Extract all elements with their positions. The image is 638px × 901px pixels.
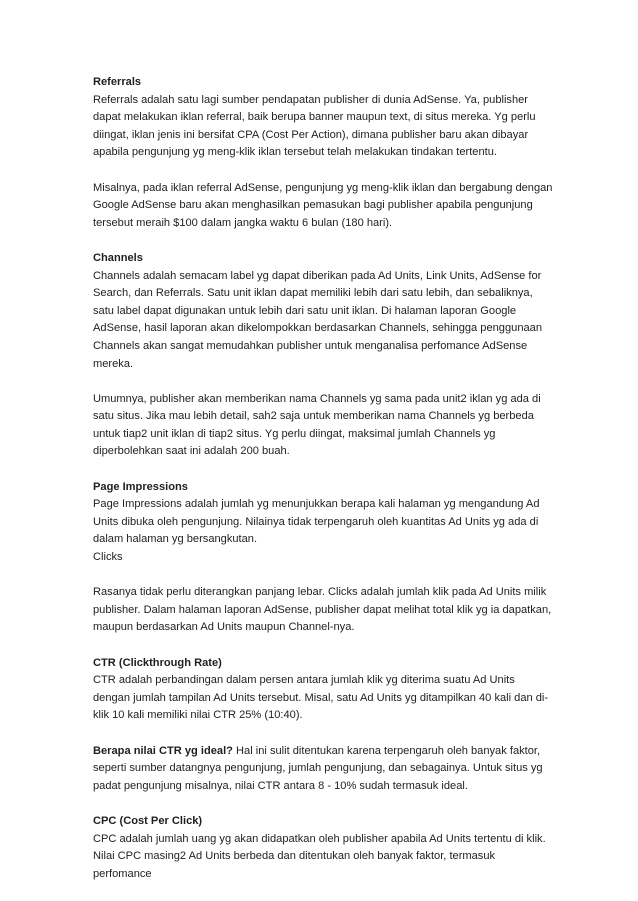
page-impressions-paragraph: Page Impressions adalah jumlah yg menunjukkan berapa kali halaman yg mengandung Ad Units dibuka oleh pengunjung. Nilainya tidak terpengaruh oleh kuantitas Ad Units yg ada di dalam halaman yg bersangkutan. [93, 498, 540, 546]
ctr-paragraph-1: CTR adalah perbandingan dalam persen antara jumlah klik yg diterima suatu Ad Units dengan jumlah tampilan Ad Units tersebut. Misal, satu Ad Units yg ditampilkan 40 kali dan di-klik 10 kali memiliki nilai CTR 25% (10:40). [93, 674, 549, 722]
clicks-paragraph: Rasanya tidak perlu diterangkan panjang lebar. Clicks adalah jumlah klik pada Ad Units milik publisher. Dalam halaman laporan AdSense, publisher dapat melihat total klik yg ia dapatkan, maupun berdasarkan Ad Units maupun Channel-nya. [93, 586, 552, 634]
referrals-section [93, 74, 553, 162]
referrals-paragraph-1: Referrals adalah satu lagi sumber pendapatan publisher di dunia AdSense. Ya, publisher dapat melakukan iklan referral, baik berupa banner maupun text, di situs mereka. Yg perlu diingat, iklan jenis ini bersifat CPA (Cost Per Action), dimana publisher baru akan dibayar apabila pengunjung yg meng-klik iklan tersebut telah melakukan tindakan tertentu. [93, 93, 536, 159]
channels-section [93, 250, 553, 373]
referrals-heading: Referrals [93, 76, 142, 88]
document-body [93, 74, 553, 901]
channels-paragraph-2: Umumnya, publisher akan memberikan nama Channels yg sama pada unit2 iklan yg ada di satu situs. Jika mau lebih detail, sah2 saja untuk memberikan nama Channels yg berbeda untuk tiap2 unit iklan di tiap2 situs. Yg perlu diingat, maksimal jumlah Channels yg diperbolehkan saat ini adalah 200 buah. [93, 392, 541, 458]
ctr-ideal-answer: Hal ini sulit ditentukan karena terpengaruh oleh banyak faktor, seperti sumber datangnya pengunjung, jumlah pengunjung, dan sebagainya. Untuk situs yg padat pengunjung misalnya, nilai CTR antara 8 - 10% sudah termasuk ideal. [93, 744, 543, 792]
cpc-paragraph-1: CPC adalah jumlah uang yg akan didapatkan oleh publisher apabila Ad Units tertentu di klik. Nilai CPC masing2 Ad Units berbeda dan ditentukan oleh banyak faktor, termasuk perfomance [93, 832, 546, 880]
referrals-paragraph-2: Misalnya, pada iklan referral AdSense, pengunjung yg meng-klik iklan dan bergabung dengan Google AdSense baru akan menghasilkan pemasukan bagi publisher apabila pengunjung tersebut meraih $100 dalam jangka waktu 6 bulan (180 hari). [93, 181, 553, 229]
ctr-ideal-paragraph [93, 743, 553, 796]
ctr-heading: CTR (Clickthrough Rate) [93, 656, 222, 669]
channels-paragraph-1: Channels adalah semacam label yg dapat diberikan pada Ad Units, Link Units, AdSense for Search, dan Referrals. Satu unit iklan dapat memiliki lebih dari satu lebih, dan sebaliknya, satu label dapat digunakan untuk lebih dari satu unit iklan. Di halaman laporan Google AdSense, hasil laporan akan dikelompokkan berdasarkan Channels, sehingga penggunaan Channels akan sangat memudahkan publisher untuk menganalisa perfomance AdSense mereka. [93, 269, 542, 370]
ctr-section [93, 655, 553, 725]
cpc-heading: CPC (Cost Per Click) [93, 814, 203, 827]
page-impressions-section [93, 479, 553, 567]
clicks-heading: Clicks [93, 551, 123, 564]
cpc-section [93, 813, 553, 883]
page-impressions-heading: Page Impressions [93, 480, 188, 493]
ctr-ideal-question: Berapa nilai CTR yg ideal? [93, 744, 233, 757]
channels-heading: Channels [93, 251, 143, 264]
